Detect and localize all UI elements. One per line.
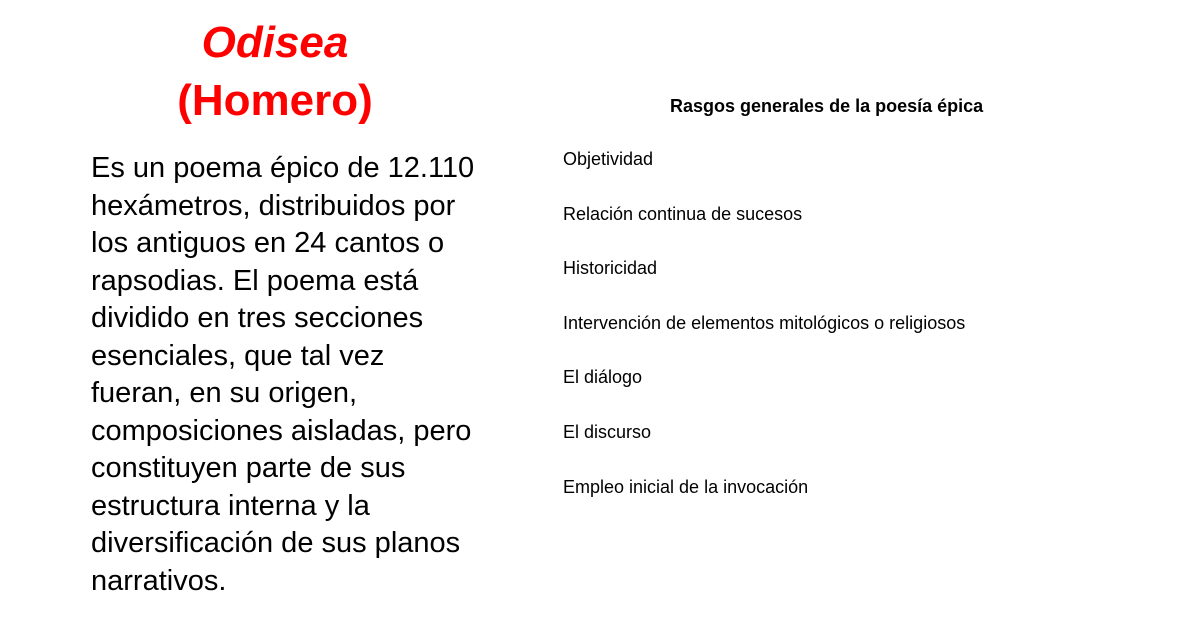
feature-item: Empleo inicial de la invocación: [563, 476, 809, 497]
feature-item: El discurso: [563, 421, 652, 442]
title-author: (Homero): [177, 76, 373, 125]
title-main: Odisea: [201, 18, 349, 67]
feature-item: Relación continua de sucesos: [563, 203, 803, 224]
feature-item: Historicidad: [563, 258, 658, 279]
feature-item: El diálogo: [563, 367, 643, 388]
features-heading: Rasgos generales de la poesía épica: [670, 96, 984, 116]
feature-item: Objetividad: [563, 149, 654, 169]
description-paragraph: Es un poema épico de 12.110 hexámetros, distribuidos por los antiguos en 24 cantos o rapsodias. El poema está dividido en tres secciones esenciales, que tal vez fueran, en su origen, composiciones aisladas, pero constituyen parte de sus estructura interna y la diversificación de sus planos narrativos.: [91, 152, 475, 597]
title-block: [150, 14, 400, 130]
features-section: [563, 92, 1083, 497]
feature-item: Intervención de elementos mitológicos o religiosos: [563, 312, 966, 333]
features-list: [563, 146, 1083, 528]
